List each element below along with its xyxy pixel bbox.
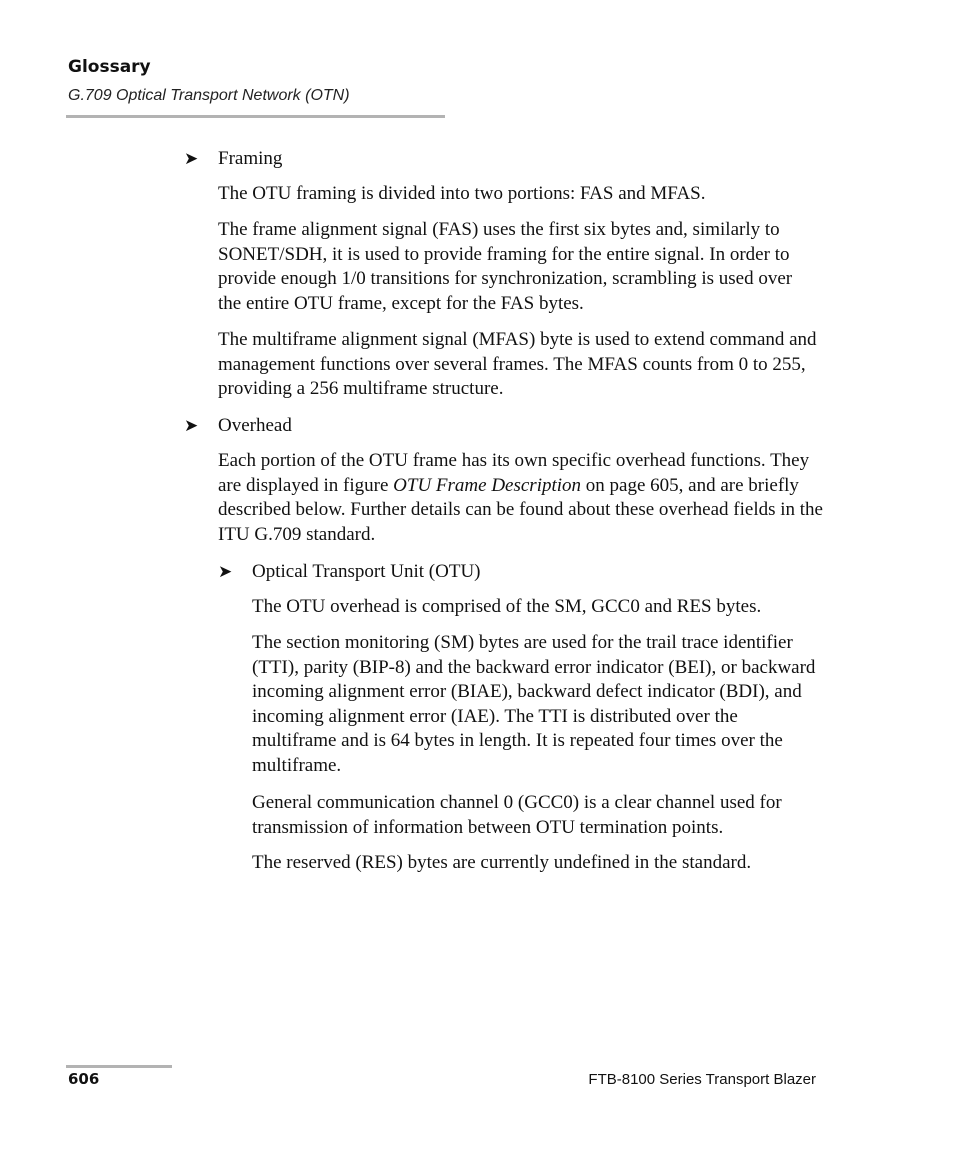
footer-product-name: FTB-8100 Series Transport Blazer (588, 1071, 816, 1088)
overhead-text-after: on page 605, and are briefly described below. Further details can be found about these overhead fields in the ITU G.709 standard. (218, 474, 823, 545)
overhead-paragraph-1 (218, 449, 823, 547)
otu-paragraph-4: The reserved (RES) bytes are currently undefined in the standard. (252, 852, 752, 873)
page-number: 606 (68, 1070, 100, 1088)
framing-paragraph-2: The frame alignment signal (FAS) uses the first six bytes and, similarly to SONET/SDH, it is used to provide framing for the entire signal. In order to provide enough 1/0 transitions for synchronization, scrambling is used over the entire OTU frame, except for the FAS bytes. (218, 219, 793, 314)
framing-paragraph-3: The multiframe alignment signal (MFAS) byte is used to extend command and management functions over several frames. The MFAS counts from 0 to 255, providing a 256 multiframe structure. (218, 329, 817, 399)
otu-heading: Optical Transport Unit (OTU) (252, 561, 481, 582)
framing-heading: Framing (218, 148, 283, 169)
arrow-bullet-icon: ➤ (184, 149, 199, 169)
otu-paragraph-3: General communication channel 0 (GCC0) is a clear channel used for transmission of information between OTU termination points. (252, 792, 782, 838)
otu-paragraph-2: The section monitoring (SM) bytes are used for the trail trace identifier (TTI), parity (BIP-8) and the backward error indicator (BEI), or backward incoming alignment error (BIAE), backward defect indicator (BDI), and incoming alignment error (IAE). The TTI is distributed over the multiframe and is 64 bytes in length. It is repeated four times over the multiframe. (252, 632, 816, 776)
framing-paragraph-1: The OTU framing is divided into two portions: FAS and MFAS. (218, 183, 706, 204)
arrow-bullet-icon: ➤ (218, 562, 233, 582)
figure-reference-link[interactable]: OTU Frame Description (393, 474, 582, 496)
overhead-heading: Overhead (218, 415, 292, 436)
page-header-title: Glossary (68, 57, 151, 77)
bullet-overhead (184, 414, 292, 439)
bullet-otu (218, 560, 481, 585)
otu-paragraph-1: The OTU overhead is comprised of the SM, GCC0 and RES bytes. (252, 596, 762, 617)
header-divider (66, 115, 445, 118)
page-header-subtitle: G.709 Optical Transport Network (OTN) (68, 87, 350, 104)
arrow-bullet-icon: ➤ (184, 416, 199, 436)
overhead-text-before: Each portion of the OTU frame has its own specific overhead functions. They are displayed in figure (218, 450, 810, 496)
bullet-framing (184, 147, 282, 172)
footer-divider (66, 1065, 172, 1068)
